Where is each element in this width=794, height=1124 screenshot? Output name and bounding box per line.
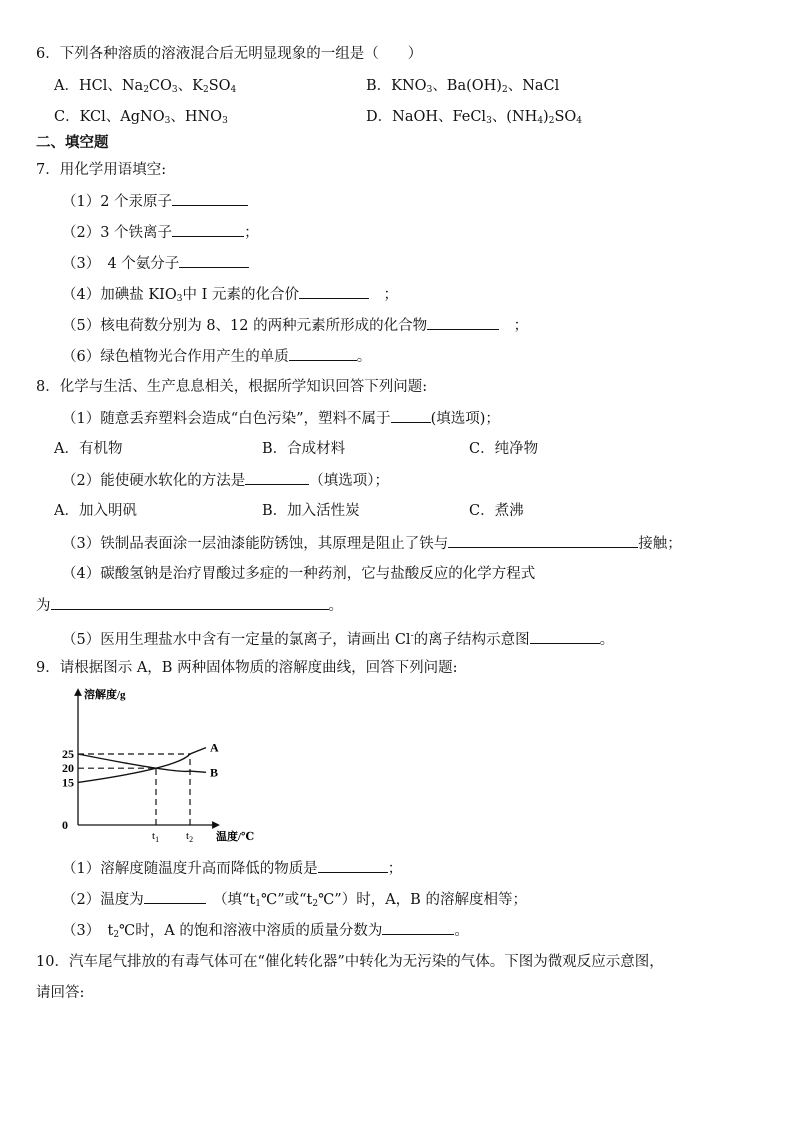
- y-tick-0: 0: [62, 818, 68, 832]
- q7-blank-5[interactable]: [427, 315, 499, 330]
- q7-item-5: （5）核电荷数分别为 8、12 的两种元素所形成的化合物 ；: [62, 315, 528, 336]
- q8-item-2-option-c[interactable]: C．煮沸: [469, 503, 524, 519]
- q6-option-d[interactable]: D．NaOH、FeCl$_3$、$(NH_4)_2SO_4$: [366, 109, 583, 126]
- q8-blank-3[interactable]: [448, 533, 638, 548]
- q8-item-4-cont: 为 。: [36, 595, 343, 616]
- x-tick-labels: [152, 830, 193, 844]
- q8-item-1-option-a[interactable]: A．有机物: [54, 441, 123, 457]
- q8-stem: 8．化学与生活、生产息息相关，根据所学知识回答下列问题:: [36, 379, 428, 395]
- x-tick-t1: $t_1$: [152, 830, 160, 844]
- q8-blank-1[interactable]: [391, 408, 431, 423]
- x-axis-label: 温度/℃: [216, 831, 255, 843]
- y-axis-label: 溶解度/g: [84, 689, 126, 701]
- q7-item-2: （2）3 个铁离子 ；: [62, 222, 259, 243]
- q7-blank-1[interactable]: [172, 191, 248, 206]
- q7-blank-3[interactable]: [179, 253, 249, 268]
- q7-item-4: （4）加碘盐 $KIO_3$中 I 元素的化合价 ；: [62, 284, 398, 309]
- q7-blank-6[interactable]: [289, 346, 357, 361]
- section-heading: 二、填空题: [36, 135, 109, 151]
- y-tick-labels: [62, 747, 74, 832]
- q9-item-2: （2）温度为 （填“$t_1℃$”或“$t_2℃$”）时，A，B 的溶解度相等；: [62, 889, 527, 914]
- q8-item-3: （3）铁制品表面涂一层油漆能防锈蚀，其原理是阻止了铁与 接触；: [62, 533, 682, 554]
- q8-item-2-option-a[interactable]: A．加入明矾: [54, 503, 137, 519]
- q10-line-1: 10．汽车尾气排放的有毒气体可在“催化转化器”中转化为无污染的气体。下图为微观反应示意图，: [36, 954, 664, 970]
- q9-blank-3[interactable]: [382, 920, 454, 935]
- solubility-chart: [56, 684, 276, 844]
- q7-item-6: （6）绿色植物光合作用产生的单质 。: [62, 346, 371, 367]
- q10-line-2: 请回答:: [36, 985, 85, 1001]
- series-curves: [78, 748, 206, 783]
- series-labels: [210, 741, 219, 780]
- q7-stem: 7．用化学用语填空:: [36, 162, 167, 178]
- q8-blank-2[interactable]: [245, 470, 309, 485]
- q7-item-1: （1）2 个汞原子: [62, 191, 248, 212]
- q8-item-1-option-b[interactable]: B．合成材料: [262, 441, 346, 457]
- q8-item-1-option-c[interactable]: C．纯净物: [469, 441, 539, 457]
- q8-item-1: （1）随意丢弃塑料会造成“白色污染”，塑料不属于 (填选项)；: [62, 408, 500, 429]
- y-tick-15: 15: [62, 775, 74, 790]
- y-tick-25: 25: [62, 747, 74, 761]
- q7-item-3: （3） 4 个氨分子: [62, 253, 249, 274]
- q9-item-1: （1）溶解度随温度升高而降低的物质是 ；: [62, 858, 402, 879]
- q8-item-4: （4）碳酸氢钠是治疗胃酸过多症的一种药剂，它与盐酸反应的化学方程式: [62, 566, 536, 582]
- q6-option-a[interactable]: A．HCl、$Na_2CO_3$、$K_2SO_4$: [54, 78, 237, 95]
- x-tick-t2: $t_2$: [186, 830, 194, 844]
- q8-item-2-option-b[interactable]: B．加入活性炭: [262, 503, 360, 519]
- q8-blank-5[interactable]: [530, 629, 600, 644]
- q9-blank-2[interactable]: [144, 889, 206, 904]
- q7-blank-2[interactable]: [172, 222, 244, 237]
- q9-item-3: （3） $t_2℃$时，A 的饱和溶液中溶质的质量分数为 。: [62, 920, 469, 945]
- q9-blank-1[interactable]: [318, 858, 388, 873]
- q6-option-b[interactable]: B．$KNO_3$、$Ba(OH)_2$、NaCl: [366, 78, 560, 95]
- series-label-b: B: [210, 765, 219, 780]
- q8-blank-4[interactable]: [51, 595, 329, 610]
- q8-item-5: （5）医用生理盐水中含有一定量的氯离子，请画出 Cl-的离子结构示意图 。: [62, 631, 615, 648]
- q6-stem: 6．下列各种溶质的溶液混合后无明显现象的一组是（ ）: [36, 46, 423, 62]
- q9-stem: 9．请根据图示 A，B 两种固体物质的溶解度曲线，回答下列问题:: [36, 660, 458, 676]
- q7-blank-4[interactable]: [299, 284, 369, 299]
- series-label-a: A: [210, 740, 219, 755]
- curve-a: [78, 748, 206, 783]
- q8-item-2: （2）能使硬水软化的方法是 （填选项）；: [62, 470, 389, 491]
- q6-option-c[interactable]: C．KCl、AgNO$_3$、$HNO_3$: [54, 109, 228, 126]
- y-tick-20: 20: [62, 761, 74, 776]
